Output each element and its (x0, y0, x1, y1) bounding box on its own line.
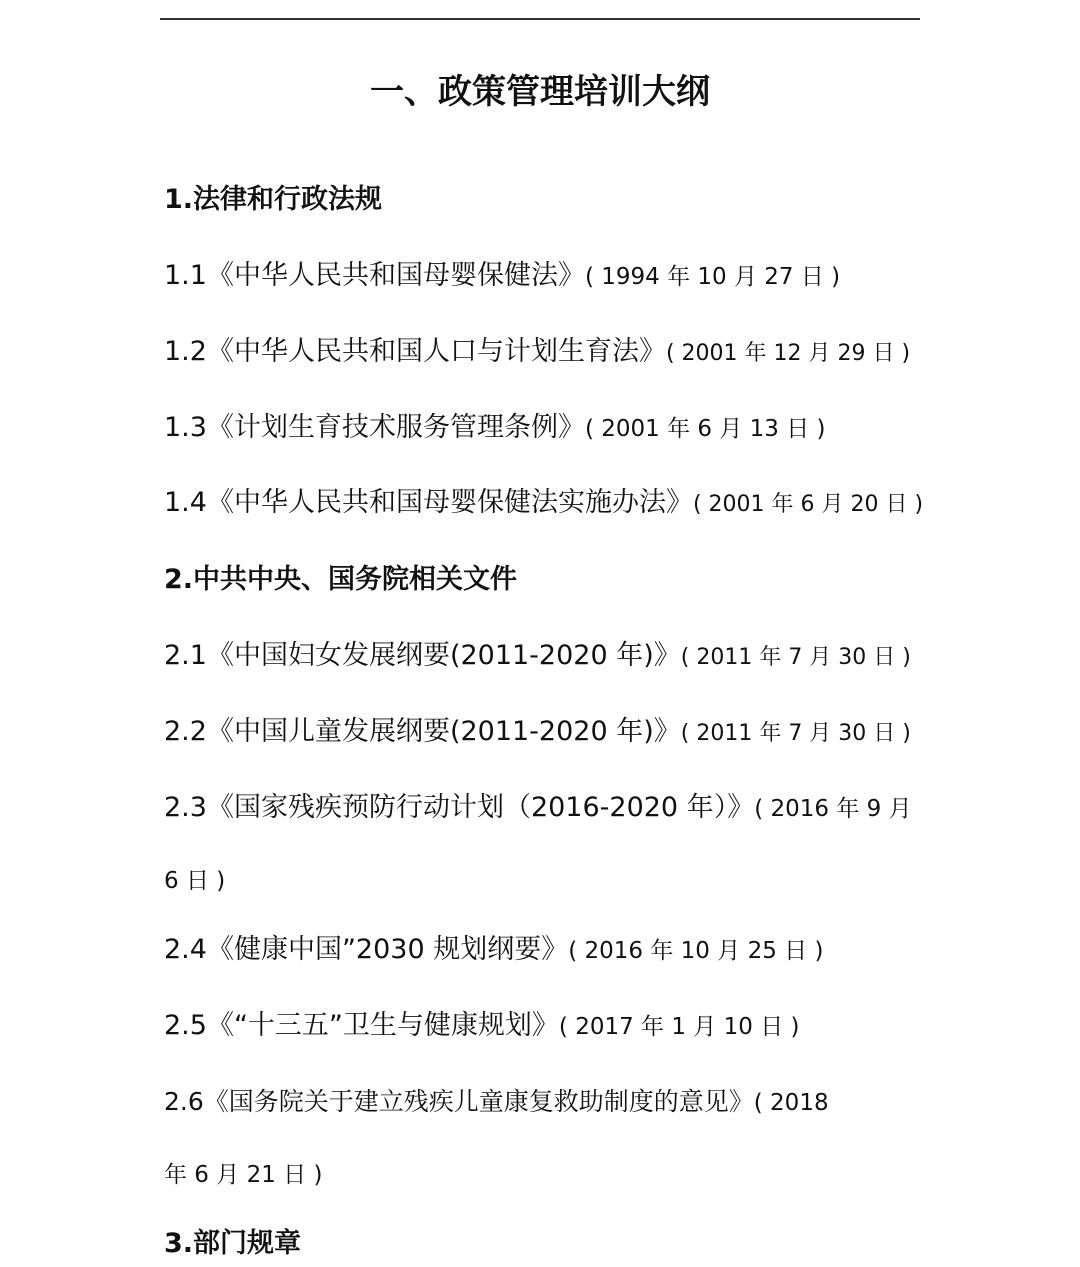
list-item (164, 1084, 829, 1121)
item-label: 2.5《“十三五”卫生与健康规划》 (164, 1010, 559, 1041)
item-label: 1.4《中华人民共和国母婴保健法实施办法》 (164, 487, 693, 518)
item-label: 1.3《计划生育技术服务管理条例》 (164, 412, 585, 443)
item-date: ( 2001 年 12 月 29 日 ) (665, 341, 911, 366)
item-date: ( 2011 年 7 月 30 日 ) (680, 721, 911, 746)
list-item-continuation (164, 862, 225, 899)
item-label: 2.6《国务院关于建立残疾儿童康复救助制度的意见》 (164, 1087, 754, 1116)
section-heading-1: 1.法律和行政法规 (164, 184, 383, 215)
page-title: 一、政策管理培训大纲 (370, 72, 710, 112)
list-item (164, 258, 840, 295)
item-label: 2.1《中国妇女发展纲要(2011-2020 年)》 (164, 640, 681, 671)
item-date: ( 2016 年 10 月 25 日 ) (568, 938, 824, 964)
item-date: ( 2001 年 6 月 20 日 ) (692, 492, 924, 517)
item-date: ( 2017 年 1 月 10 日 ) (558, 1014, 800, 1040)
item-label: 2.4《健康中国”2030 规划纲要》 (164, 934, 569, 965)
item-label: 2.3《国家残疾预防行动计划（2016-2020 年）》 (164, 792, 755, 823)
item-date-continuation: 6 日 ) (164, 868, 226, 894)
list-item (164, 638, 911, 676)
top-rule (160, 18, 920, 20)
item-date: ( 2016 年 9 月 (754, 796, 912, 822)
item-date: ( 2001 年 6 月 13 日 ) (584, 416, 826, 442)
section-heading-3: 3.部门规章 (164, 1228, 302, 1259)
list-item-continuation (164, 1156, 322, 1193)
item-date: ( 2018 (753, 1090, 829, 1116)
list-item (164, 485, 923, 523)
list-item (164, 790, 912, 827)
item-label: 1.1《中华人民共和国母婴保健法》 (164, 260, 585, 291)
item-date-continuation: 年 6 月 21 日 ) (164, 1162, 323, 1188)
item-label: 1.2《中华人民共和国人口与计划生育法》 (164, 336, 666, 367)
list-item (164, 410, 826, 447)
list-item (164, 1008, 799, 1045)
item-date: ( 2011 年 7 月 30 日 ) (680, 645, 911, 670)
section-heading-2: 2.中共中央、国务院相关文件 (164, 564, 518, 595)
item-date: ( 1994 年 10 月 27 日 ) (584, 264, 841, 290)
item-label: 2.2《中国儿童发展纲要(2011-2020 年)》 (164, 716, 681, 747)
list-item (164, 334, 910, 372)
list-item (164, 714, 911, 752)
list-item (164, 932, 823, 969)
